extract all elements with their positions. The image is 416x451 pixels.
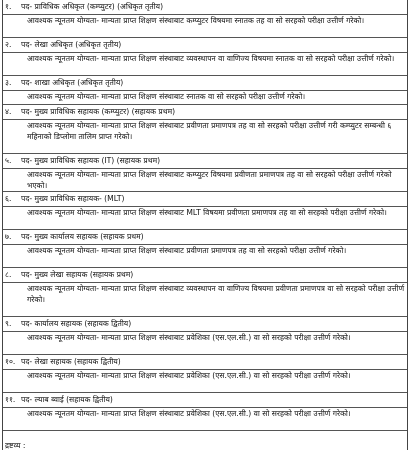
item-number: ८. (5, 270, 12, 279)
post-name: पद- मुख्य प्राविधिक सहायक (IT) (सहायक प्रथम) (21, 156, 161, 165)
item-2 (3, 38, 407, 76)
qualification-text: आवश्यक न्यूनतम योग्यता- मान्यता प्राप्त शिक्षण संस्थाबाट कम्प्युटर विषयमा प्रवीणता प्रमाणपत्र तह वा सो सरहको परीक्षा उत्तीर्ण गरेको भएको। (27, 170, 392, 190)
qualification-text: आवश्यक न्यूनतम योग्यता- मान्यता प्राप्त शिक्षण संस्थाबाट व्यवस्थापन वा वाणिज्य विषयमा प्रवीणता प्रमाणपत्र वा सो सरहको परीक्षा उत्तीर्ण गरेको। (27, 284, 405, 304)
item-6 (3, 192, 407, 230)
item-number: ६. (5, 194, 12, 203)
qualification-text: आवश्यक न्यूनतम योग्यता- मान्यता प्राप्त शिक्षण संस्थाबाट प्रवेशिका (एस.एल.सी.) वा सो सरहको परीक्षा उत्तीर्ण गरेको। (27, 371, 351, 380)
post-name: पद- ल्याब ब्वाई (सहायक द्वितीय) (21, 395, 113, 404)
qualification-text: आवश्यक न्यूनतम योग्यता- मान्यता प्राप्त शिक्षण संस्थाबाट प्रवेशिका (एस.एल.सी.) वा सो सरहको परीक्षा उत्तीर्ण गरेको। (27, 333, 351, 342)
qualification-text: आवश्यक न्यूनतम योग्यता- मान्यता प्राप्त शिक्षण संस्थाबाट स्नातक वा सो सरहको परीक्षा उत्तीर्ण गरेको। (27, 92, 306, 101)
qualification-text: आवश्यक न्यूनतम योग्यता- मान्यता प्राप्त शिक्षण संस्थाबाट कम्प्युटर विषयमा स्नातक तह वा सो सरहको परीक्षा उत्तीर्ण गरेको। (27, 16, 365, 25)
post-title (3, 230, 407, 244)
footer-note: द्रष्टव्य : (5, 441, 26, 450)
item-7 (3, 230, 407, 268)
item-number: १०. (5, 357, 16, 366)
post-title (3, 76, 407, 90)
post-name: पद- प्राविधिक अधिकृत (कम्प्युटर) (अधिकृत तृतीय) (21, 2, 164, 11)
post-name: पद- मुख्य प्राविधिक सहायक- (MLT) (21, 194, 125, 203)
item-number: ११. (5, 395, 16, 404)
post-title (3, 317, 407, 331)
item-4 (3, 105, 407, 154)
post-title (3, 38, 407, 52)
qualification-text: आवश्यक न्यूनतम योग्यता- मान्यता प्राप्त शिक्षण संस्थाबाट प्रवीणता प्रमाणपत्र तह वा सो सरहको परीक्षा उत्तीर्ण गरेको। (27, 246, 347, 255)
qualification-text: आवश्यक न्यूनतम योग्यता- मान्यता प्राप्त शिक्षण संस्थाबाट प्रवेशिका (एस.एल.सी.) वा सो सरहको परीक्षा उत्तीर्ण गरेको। (27, 409, 351, 418)
post-name: पद- मुख्य प्राविधिक सहायक (कम्प्युटर) (सहायक प्रथम) (21, 107, 176, 116)
post-title (3, 192, 407, 206)
item-number: ९. (5, 319, 12, 328)
item-11 (3, 393, 407, 431)
qualification-text: आवश्यक न्यूनतम योग्यता- मान्यता प्राप्त शिक्षण संस्थाबाट व्यवस्थापन वा वाणिज्य विषयमा स्नातक वा सो सरहको परीक्षा उत्तीर्ण गरेको। (27, 54, 395, 63)
item-number: ५. (5, 156, 12, 165)
post-title (3, 105, 407, 119)
item-5 (3, 154, 407, 192)
post-name: पद- कार्यालय सहायक (सहायक द्वितीय) (21, 319, 132, 328)
post-title (3, 268, 407, 282)
item-number: ४. (5, 107, 12, 116)
item-1 (3, 0, 407, 38)
qualification-text: आवश्यक न्यूनतम योग्यता- मान्यता प्राप्त शिक्षण संस्थाबाट MLT विषयमा प्रवीणता प्रमाणपत्र तह वा सो सरहको परीक्षा उत्तीर्ण गरेको। (27, 208, 387, 217)
item-8 (3, 268, 407, 317)
post-title (3, 0, 407, 14)
item-10 (3, 355, 407, 393)
post-name: पद- शाखा अधिकृत (अधिकृत तृतीय) (21, 78, 124, 87)
post-name: पद- मुख्य कार्यालय सहायक (सहायक प्रथम) (21, 232, 144, 241)
item-3 (3, 76, 407, 105)
post-name: पद- लेखा सहायक (सहायक द्वितीय) (21, 357, 121, 366)
post-name: पद- मुख्य लेखा सहायक (सहायक प्रथम) (21, 270, 134, 279)
item-number: २. (5, 40, 12, 49)
qualification-text: आवश्यक न्यूनतम योग्यता- मान्यता प्राप्त शिक्षण संस्थाबाट प्रवीणता प्रमाणपत्र तह वा सो सरहको परीक्षा उत्तीर्ण गरी कम्प्युटर सम्बन्धी ६ महिनाको डिप्लोमा तालिम प्राप्त गरेको। (27, 121, 392, 141)
item-number: ३. (5, 78, 12, 87)
post-title (3, 393, 407, 407)
item-9 (3, 317, 407, 355)
post-name: पद- लेखा अधिकृत (अधिकृत तृतीय) (21, 40, 122, 49)
qualification-table (2, 0, 408, 450)
item-number: १. (5, 2, 12, 11)
post-title (3, 154, 407, 168)
post-title (3, 355, 407, 369)
item-number: ७. (5, 232, 12, 241)
